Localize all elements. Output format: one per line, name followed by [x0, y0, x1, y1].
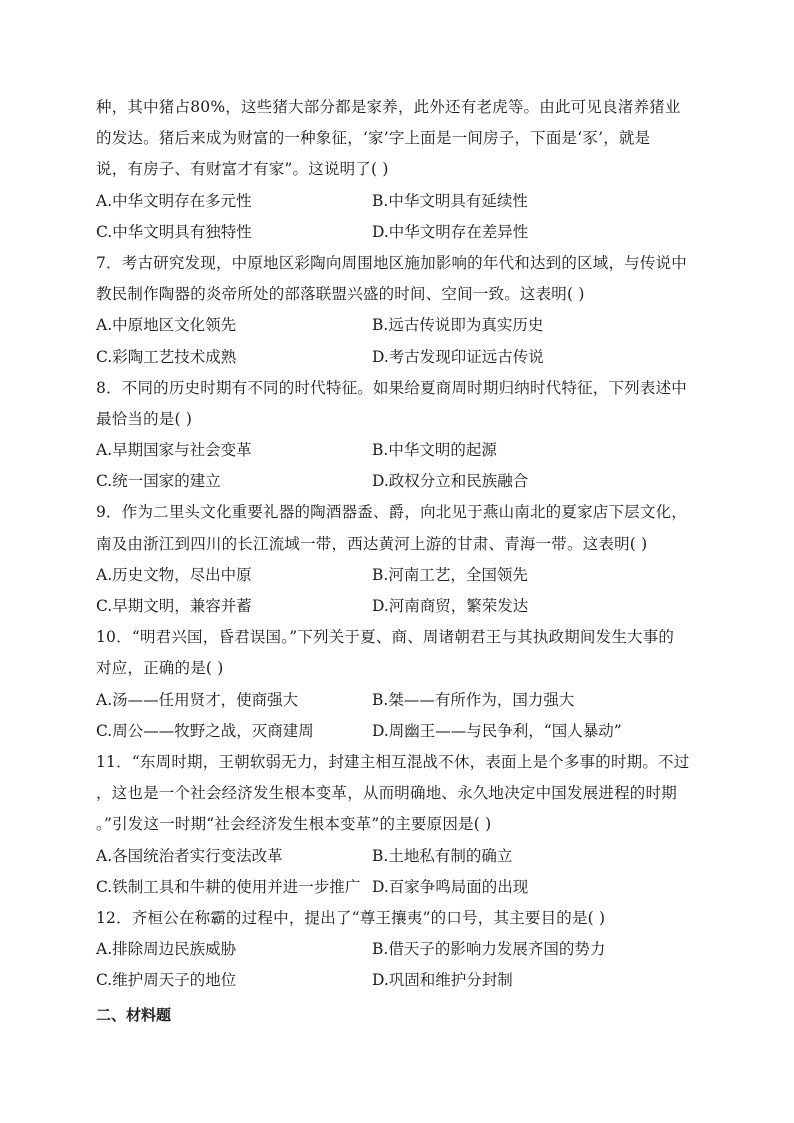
- question-9-line-1: 9．作为二里头文化重要礼器的陶酒器盉、爵，向北见于燕山南北的夏家店下层文化，: [96, 503, 687, 522]
- question-8: [96, 373, 700, 498]
- question-11: [96, 747, 700, 903]
- question-8-option-c: C.统一国家的建立: [96, 472, 221, 491]
- question-11-line-2: ，这也是一个社会经济发生根本变革，从而明确地、永久地决定中国发展进程的时期: [96, 784, 677, 803]
- question-11-option-d: D.百家争鸣局面的出现: [372, 877, 529, 896]
- question-12-line-1: 12．齐桓公在称霸的过程中，提出了“尊王攘夷”的口号，其主要目的是( ): [96, 908, 606, 927]
- question-10-option-b: B.桀——有所作为，国力强大: [372, 690, 575, 709]
- question-7-option-c: C.彩陶工艺技术成熟: [96, 347, 237, 366]
- question-6-line-1: 种，其中猪占80%，这些猪大部分都是家养，此外还有老虎等。由此可见良渚养猪业: [96, 98, 681, 116]
- question-8-option-a: A.早期国家与社会变革: [96, 441, 252, 460]
- question-7: [96, 248, 700, 373]
- question-6-line-2: 的发达。猪后来成为财富的一种象征，‘家’字上面是一间房子，下面是‘豕’，就是: [96, 129, 651, 148]
- exam-page: [96, 92, 700, 1032]
- question-9-options-row-2: [96, 591, 700, 622]
- question-6-options-row-1: [96, 186, 700, 217]
- question-10: [96, 622, 700, 747]
- question-11-options-row-1: [96, 841, 700, 872]
- question-10-option-a: A.汤——任用贤才，使商强大: [96, 690, 299, 709]
- question-12-option-d: D.巩固和维护分封制: [372, 971, 513, 990]
- question-8-line-1: 8．不同的历史时期有不同的时代特征。如果给夏商周时期归纳时代特征，下列表述中: [96, 378, 687, 397]
- question-7-option-a: A.中原地区文化领先: [96, 316, 237, 335]
- question-7-options-row-1: [96, 310, 700, 341]
- question-6: [96, 92, 700, 248]
- question-10-options-row-1: [96, 685, 700, 716]
- question-7-line-1: 7．考古研究发现，中原地区彩陶向周围地区施加影响的年代和达到的区域，与传说中: [96, 253, 687, 272]
- question-8-line-2: 最恰当的是( ): [96, 409, 193, 428]
- question-6-option-a: A.中华文明存在多元性: [96, 191, 252, 210]
- question-12: [96, 903, 700, 997]
- question-9: [96, 497, 700, 622]
- question-11-line-3: 。”引发这一时期“社会经济发生根本变革”的主要原因是( ): [96, 815, 492, 834]
- question-6-options-row-2: [96, 217, 700, 248]
- question-11-option-c: C.铁制工具和牛耕的使用并进一步推广: [96, 877, 361, 896]
- question-12-options-row-1: [96, 934, 700, 965]
- question-7-option-d: D.考古发现印证远古传说: [372, 347, 544, 366]
- question-9-option-c: C.早期文明，兼容并蓄: [96, 597, 252, 615]
- question-11-line-1: 11．“东周时期，王朝软弱无力，封建主相互混战不休，表面上是个多事的时期。不过: [96, 752, 690, 771]
- question-11-option-b: B.土地私有制的确立: [372, 846, 513, 865]
- section-heading-materials: 二、材料题: [96, 1006, 172, 1025]
- question-12-option-a: A.排除周边民族威胁: [96, 940, 237, 959]
- question-9-line-2: 南及由浙江到四川的长江流域一带，西达黄河上游的甘肃、青海一带。这表明( ): [96, 534, 648, 553]
- question-7-line-2: 教民制作陶器的炎帝所处的部落联盟兴盛的时间、空间一致。这表明( ): [96, 285, 585, 304]
- question-11-options-row-2: [96, 872, 700, 903]
- question-9-option-a: A.历史文物，尽出中原: [96, 565, 252, 584]
- question-9-options-row-1: [96, 560, 700, 591]
- question-10-options-row-2: [96, 716, 700, 747]
- question-6-option-d: D.中华文明存在差异性: [372, 222, 529, 241]
- question-11-option-a: A.各国统治者实行变法改革: [96, 846, 283, 865]
- question-12-options-row-2: [96, 965, 700, 996]
- question-10-option-c: C.周公——牧野之战，灭商建周: [96, 721, 314, 740]
- question-9-option-d: D.河南商贸，繁荣发达: [372, 597, 529, 615]
- question-10-line-1: 10．“明君兴国，昏君误国。”下列关于夏、商、周诸朝君王与其执政期间发生大事的: [96, 628, 675, 647]
- question-12-option-c: C.维护周天子的地位: [96, 971, 237, 990]
- question-9-option-b: B.河南工艺，全国领先: [372, 565, 528, 584]
- question-7-option-b: B.远古传说即为真实历史: [372, 316, 544, 335]
- question-12-option-b: B.借天子的影响力发展齐国的势力: [372, 940, 606, 959]
- question-8-options-row-1: [96, 435, 700, 466]
- question-6-line-3: 说，有房子、有财富才有家”。这说明了( ): [96, 160, 389, 179]
- question-10-option-d: D.周幽王——与民争利，“国人暴动”: [372, 721, 622, 740]
- question-10-line-2: 对应，正确的是( ): [96, 659, 224, 678]
- question-8-option-d: D.政权分立和民族融合: [372, 472, 529, 491]
- question-6-option-b: B.中华文明具有延续性: [372, 191, 528, 210]
- question-6-option-c: C.中华文明具有独特性: [96, 222, 252, 241]
- question-7-options-row-2: [96, 342, 700, 373]
- question-8-option-b: B.中华文明的起源: [372, 441, 497, 460]
- question-8-options-row-2: [96, 466, 700, 497]
